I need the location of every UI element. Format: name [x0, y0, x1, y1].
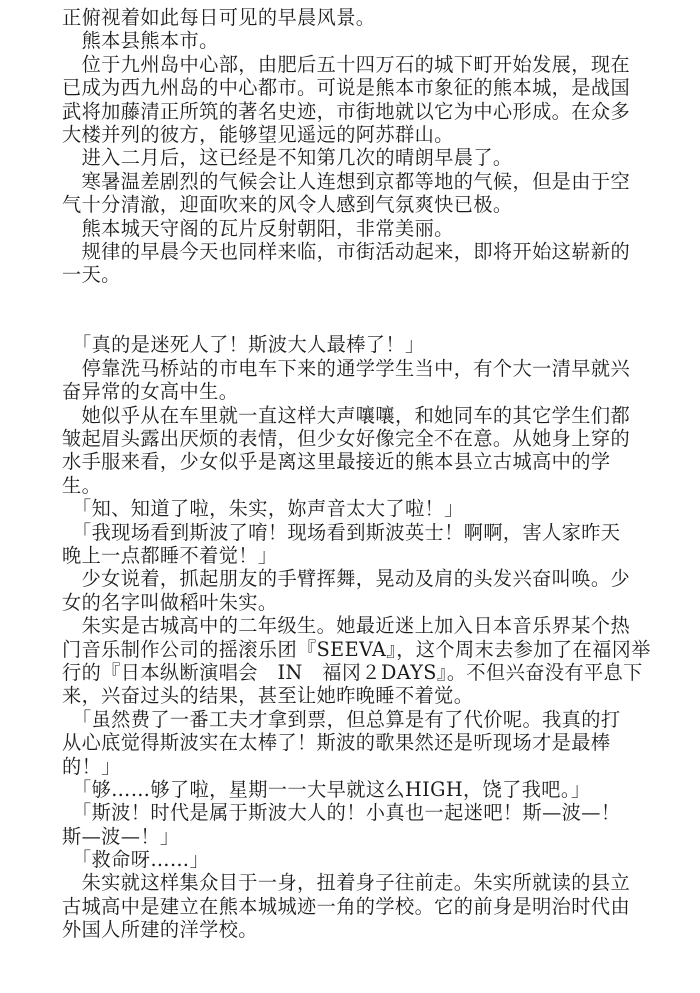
text-line: 皱起眉头露出厌烦的表情，但少女好像完全不在意。从她身上穿的	[62, 427, 631, 451]
text-line: 斯—波—！」	[62, 824, 180, 848]
text-line: 正俯视着如此每日可见的早晨风景。	[62, 6, 376, 29]
text-line: 「虽然费了一番工夫才拿到票，但总算是有了代价呢。我真的打	[62, 707, 621, 731]
text-line: 「救命呀……」	[62, 848, 210, 872]
text-line: 寒暑温差剧烈的气候会让人连想到京都等地的气候，但是由于空	[62, 169, 631, 193]
text-line: 气十分清澈，迎面吹来的风令人感到气氛爽快已极。	[62, 193, 513, 217]
text-line: 晚上一点都睡不着觉！」	[62, 543, 278, 567]
blank-line	[62, 287, 660, 310]
text-line: 朱实是古城高中的二年级生。她最近迷上加入日本音乐界某个热	[62, 614, 631, 638]
text-line: 来，兴奋过头的结果，甚至让她昨晚睡不着觉。	[62, 684, 474, 708]
text-line: 朱实就这样集众目于一身，扭着身子往前走。朱实所就读的县立	[62, 871, 631, 895]
text-line: 门音乐制作公司的摇滚乐团『SEEVA』，这个周末去参加了在福冈举	[62, 637, 651, 661]
text-line: 一天。	[62, 263, 121, 287]
text-line: 熊本县熊本市。	[62, 29, 219, 53]
text-line: 「知、知道了啦，朱实，妳声音太大了啦！」	[62, 497, 464, 521]
text-line: 少女说着，抓起朋友的手臂挥舞，晃动及肩的头发兴奋叫唤。少	[62, 567, 631, 591]
text-line: 「我现场看到斯波了唷！现场看到斯波英士！啊啊，害人家昨天	[62, 520, 621, 544]
text-line: 已成为西九州岛的中心都市。可说是熊本市象征的熊本城，是战国	[62, 76, 631, 100]
text-line: 大楼并列的彼方，能够望见遥远的阿苏群山。	[62, 122, 454, 146]
text-line: 停靠洗马桥站的市电车下来的通学学生当中，有个大一清早就兴	[62, 356, 631, 380]
text-line: 位于九州岛中心部，由肥后五十四万石的城下町开始发展，现在	[62, 52, 631, 76]
text-line: 进入二月后，这已经是不知第几次的晴朗早晨了。	[62, 146, 513, 170]
text-line: 规律的早晨今天也同样来临，市街活动起来，即将开始这崭新的	[62, 239, 631, 263]
text-line: 外国人所建的洋学校。	[62, 918, 258, 942]
text-line: 水手服来看，少女似乎是离这里最接近的熊本县立古城高中的学	[62, 450, 611, 474]
text-line: 「够……够了啦，星期一一大早就这么HIGH，饶了我吧。」	[62, 777, 591, 801]
text-line: 女的名字叫做稻叶朱实。	[62, 590, 278, 614]
blank-line	[62, 310, 660, 333]
text-line: 行的『日本纵断演唱会 IN 福冈２DAYS』。不但兴奋没有平息下	[62, 660, 643, 684]
text-line: 她似乎从在车里就一直这样大声嚷嚷，和她同车的其它学生们都	[62, 403, 631, 427]
text-line: 生。	[62, 473, 102, 497]
text-line: 古城高中是建立在熊本城城迹一角的学校。它的前身是明治时代由	[62, 894, 631, 918]
text-line: 熊本城天守阁的瓦片反射朝阳，非常美丽。	[62, 216, 454, 240]
text-line: 的！」	[62, 754, 121, 778]
text-line: 武将加藤清正所筑的著名史迹，市街地就以它为中心形成。在众多	[62, 99, 631, 123]
text-line: 「斯波！时代是属于斯波大人的！小真也一起迷吧！斯—波—！	[62, 801, 621, 825]
text-line: 从心底觉得斯波实在太棒了！斯波的歌果然还是听现场才是最棒	[62, 731, 611, 755]
text-line: 奋异常的女高中生。	[62, 380, 239, 404]
text-line: 「真的是迷死人了！斯波大人最棒了！」	[62, 333, 425, 357]
